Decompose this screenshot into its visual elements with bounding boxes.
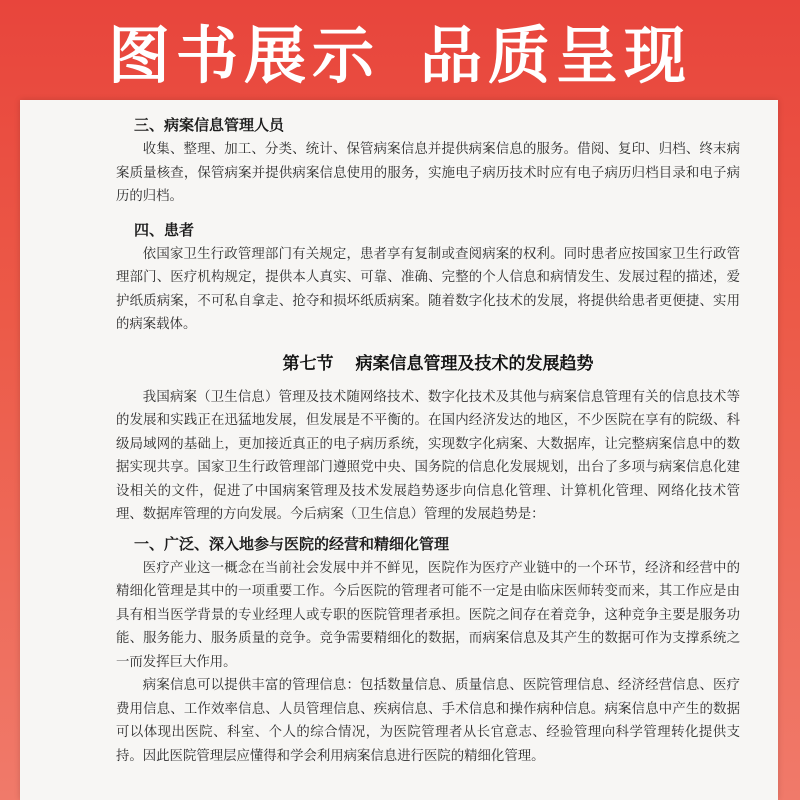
section-number: 第七节: [282, 353, 334, 374]
paragraph-patient: 依国家卫生行政管理部门有关规定，患者享有复制或查阅病案的权利。同时患者应按国家卫生行政管理部门、医疗机构规定，提供本人真实、可靠、准确、完整的个人信息和病情发生、发展过程的描述，爱护纸质病案，不可私自拿走、抢夺和损坏纸质病案。随着数字化技术的发展，将提供给患者更便捷、实用的病案载体。: [116, 246, 740, 332]
paragraph-intro: 我国病案（卫生信息）管理及技术随网络技术、数字化技术及其他与病案信息管理有关的信息技术等的发展和实践正在迅猛地发展，但发展是不平衡的。在国内经济发达的地区，不少医院在享有的院级、科级局域网的基础上，更加接近真正的电子病历系统，实现数字化病案、大数据库，让完整病案信息中的数据实现共享。国家卫生行政管理部门遵照党中央、国务院的信息化发展规划，出台了多项与病案信息化建设相关的文件，促进了中国病案管理及技术发展趋势逐步向信息化管理、计算机化管理、网络化技术管理、数据库管理的方向发展。今后病案（卫生信息）管理的发展趋势是：: [116, 389, 740, 522]
banner-left-text: 图书展示: [107, 18, 380, 92]
sub-heading-1: 一、广泛、深入地参与医院的经营和精细化管理: [134, 534, 450, 553]
promo-banner: [0, 0, 800, 100]
paragraph-sub1-a: 医疗产业这一概念在当前社会发展中并不鲜见，医院作为医疗产业链中的一个环节，经济和经营中的精细化管理是其中的一项重要工作。今后医院的管理者可能不一定是由临床医师转变而来，其工作应是由具有相当医学背景的专业经理人或专职的医院管理者承担。医院之间存在着竞争，这种竞争主要是服务功能、服务能力、服务质量的竞争。竞争需要精细化的数据，而病案信息及其产生的数据可作为支撑系统之一而发挥巨大作用。: [116, 560, 740, 670]
banner-right-text: 品质呈现: [420, 18, 693, 92]
heading-patient: 四、患者: [134, 220, 195, 239]
section-title: [116, 349, 740, 374]
heading-medical-record-staff: 三、病案信息管理人员: [134, 116, 285, 134]
paragraph-staff: 收集、整理、加工、分类、统计、保管病案信息并提供病案信息的服务。借阅、复印、归档、终末病案质量核查，保管病案并提供病案信息使用的服务，实施电子病历技术时应有电子病历归档目录和电子病历的归档。: [116, 142, 740, 204]
paragraph-sub1-b: 病案信息可以提供丰富的管理信息：包括数量信息、质量信息、医院管理信息、经济经营信息、医疗费用信息、工作效率信息、人员管理信息、疾病信息、手术信息和操作病种信息。病案信息中产生的数据可以体现出医院、科室、个人的综合情况，为医院管理者从长官意志、经验管理向科学管理转化提供支持。因此医院管理层应懂得和学会利用病案信息进行医院的精细化管理。: [116, 678, 740, 764]
book-page: [20, 100, 778, 800]
section-title-text: 病案信息管理及技术的发展趋势: [355, 353, 594, 374]
